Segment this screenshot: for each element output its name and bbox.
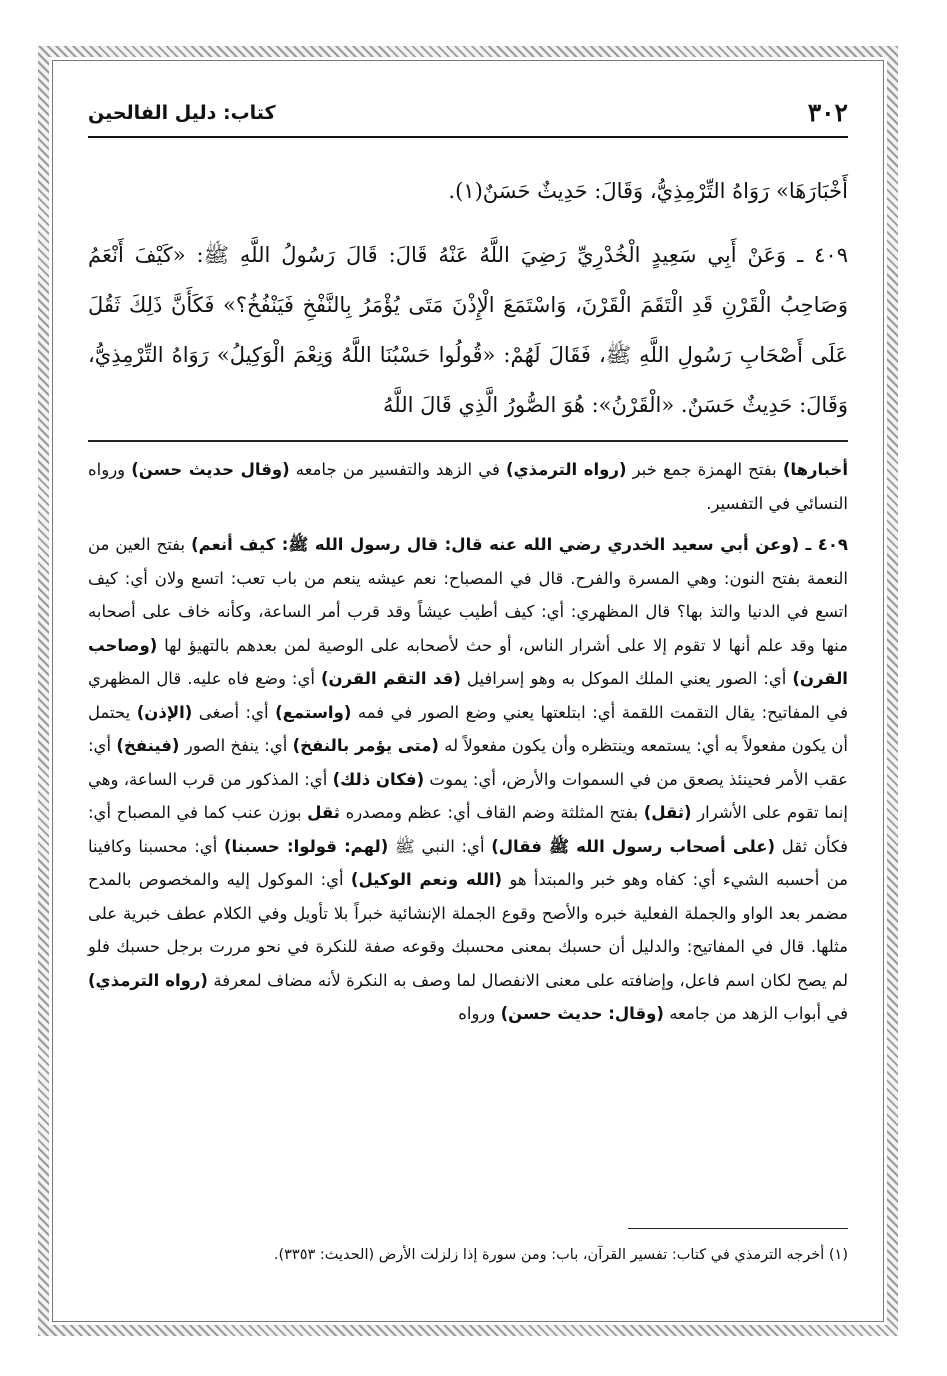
bold-quote-segment: أخبارها) — [782, 460, 848, 479]
commentary-segment: ورواه — [458, 1004, 501, 1023]
commentary-segment: في الزهد والتفسير من جامعه — [289, 460, 506, 479]
previous-hadith-ending: أَخْبَارَهَا» رَوَاهُ التِّرْمِذِيُّ، وَقَالَ: حَدِيثٌ حَسَنٌ(١). — [448, 179, 848, 203]
bold-quote-segment: (فكان ذلك) — [332, 769, 425, 789]
commentary-segment: أي: الموكول إليه والمخصوص بالمدح مضمر بعد الواو والجملة الفعلية خبره والأصح وقوع الجملة الإنشائية خبراً بلا تأويل وفي الكلام عطف خبرية على مثلها. قال في المفاتيح: والدليل أن حسبك بمعنى محسبك وقوعه صفة للنكرة في نحو مررت برجل حسبك فلو لم يصح لكان اسم فاعل، وإضافته على معنى الانفصال لما وصف به النكرة لأنه مضاف لمعرفة — [88, 870, 849, 990]
footnote-divider — [628, 1228, 848, 1229]
page-header — [88, 96, 848, 138]
bold-quote-segment: ثقل — [307, 803, 340, 822]
hadith-409: ٤٠٩ ـ وَعَنْ أَبِي سَعِيدٍ الْخُدْرِيِّ رَضِيَ اللَّهُ عَنْهُ قَالَ: قَالَ رَسُولُ اللَّهِ ﷺ: «كَيْفَ أَنْعَمُ وَصَاحِبُ الْقَرْنِ قَدِ الْتَقَمَ الْقَرْنَ، وَاسْتَمَعَ الْإِذْنَ مَتَى يُؤْمَرُ بِالنَّفْخِ فَيَنْفُخُ؟» فَكَأَنَّ ذَلِكَ ثَقُلَ عَلَى أَصْحَابِ رَسُولِ اللَّهِ ﷺ، فَقَالَ لَهُمْ: «قُولُوا حَسْبُنَا اللَّهُ وَنِعْمَ الْوَكِيلُ» رَوَاهُ التِّرْمِذِيُّ، وَقَالَ: حَدِيثٌ حَسَنٌ. «الْقَرْنُ»: هُوَ الصُّورُ الَّذِي قَالَ اللَّهُ — [88, 243, 848, 417]
bold-quote-segment: (متى يؤمر بالنفخ) — [292, 736, 439, 755]
bold-quote-segment: (واستمع) — [275, 702, 352, 722]
commentary-segment: أي: الصور يعني الملك الموكل به وهو إسرافيل — [460, 669, 793, 688]
commentary-segment: في أبواب الزهد من جامعه — [663, 1004, 848, 1023]
commentary-segment: بفتح الهمزة جمع خبر — [626, 460, 783, 479]
bold-quote-segment: (الله ونعم الوكيل) — [350, 870, 503, 889]
commentary-segment: أي: النبي ﷺ — [388, 836, 492, 856]
bold-quote-segment: (لهم: قولوا: حسبنا) — [223, 836, 389, 856]
bold-quote-segment: (الإذن) — [136, 702, 193, 722]
bold-quote-segment: (وقال: حديث حسن) — [500, 1004, 664, 1023]
commentary-segment: أي: أصغى — [192, 702, 276, 722]
bold-quote-segment: (فينفخ) — [116, 736, 180, 755]
commentary-segment: أي: ينفخ الصور — [179, 736, 293, 755]
bold-quote-segment: ٤٠٩ ـ (وعن أبي سعيد الخدري رضي الله عنه قال: قال رسول الله ﷺ: كيف أنعم) — [191, 535, 848, 554]
commentary-segment: بفتح المثلثة وضم القاف أي: عظم ومصدره — [339, 803, 644, 822]
bold-quote-segment: (رواه الترمذي) — [505, 460, 627, 479]
bold-quote-segment: (وصاحب القرن) — [88, 635, 848, 688]
commentary-segment: يحتمل أن يكون مفعولاً به أي: يستمعه وينتظره وأن يكون مفعولاً له — [88, 702, 848, 755]
book-title: كتاب: دليل الفالحين — [88, 102, 276, 124]
bold-quote-segment: (رواه الترمذي) — [88, 970, 208, 990]
bold-quote-segment: (على أصحاب رسول الله ﷺ فقال) — [491, 836, 776, 856]
commentary-segment: أي: المذكور من قرب الساعة، وهي إنما تقوم على الأشرار — [88, 769, 848, 822]
commentary-segment: أي: محسبنا وكافينا من أحسبه الشيء أي: كفاه وهو خبر والمبتدأ هو — [88, 836, 849, 889]
commentary-text — [88, 453, 848, 1039]
commentary-segment: أي: عقب الأمر فحينئذ يصعق من في السموات والأرض، أي: يموت — [88, 736, 848, 789]
commentary-segment: بوزن عنب كما في المصباح أي: فكأن ثقل — [88, 803, 848, 856]
footnote: (١) أخرجه الترمذي في كتاب: تفسير القرآن، باب: ومن سورة إذا زلزلت الأرض (الحديث: ٣٣٥٣). — [273, 1247, 848, 1263]
commentary-paragraph-1 — [88, 453, 848, 520]
bold-quote-segment: (قد التقم القرن) — [321, 669, 461, 688]
commentary-paragraph-409 — [88, 528, 848, 1031]
commentary-segment: ورواه النسائي في التفسير. — [88, 460, 848, 513]
commentary-segment: أي: وضع فاه عليه. قال المظهري في المفاتيح: يقال التقمت اللقمة أي: ابتلعتها يعني وضع الصور في فمه — [88, 669, 848, 722]
bold-quote-segment: (ثقل) — [643, 803, 692, 822]
page-number: ٣٠٢ — [807, 98, 848, 127]
section-divider — [88, 440, 848, 442]
bold-quote-segment: (وقال حديث حسن) — [131, 460, 290, 479]
commentary-segment: بفتح العين من النعمة بفتح النون: وهي المسرة والفرح. قال في المصباح: نعم عيشه ينعم من باب تعب: اتسع ولان أي: كيف اتسع في الدنيا والتذ بها؟ قال المظهري: أي: كيف أطيب عيشاً وقد قرب أمر الساعة، وكأنه خاف على أصحابه منها وقد علم أنها لا تقوم إلا على أشرار الناس، أو حث لأصحابه على الوصية لمن بعدهم بالتهيؤ لها — [88, 535, 848, 655]
hadith-text — [88, 166, 848, 430]
